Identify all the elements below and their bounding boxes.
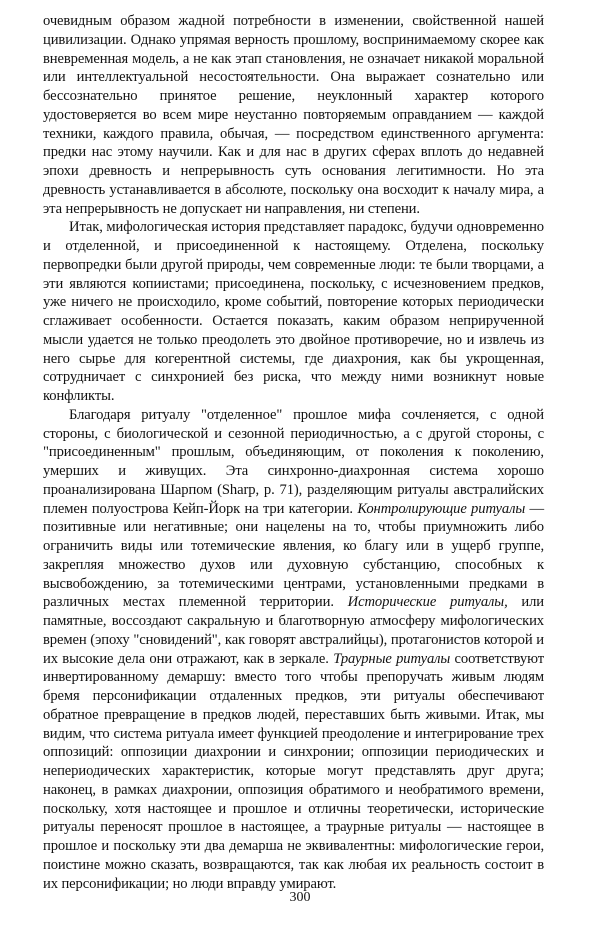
paragraph-text: соответствуют инвертированному демаршу: вместо того чтобы препоручать живым людям бремя персонификации отдаленных предков, эти ритуалы обеспечивают обратное превращение в предков людей, переставших быть живыми. Итак, мы видим, что система ритуала имеет функцией преодоление и интегрирование трех оппозиций: оппозиции диахронии и синхронии; оппозиции периодических и непериодических характеристик, которые могут представлять друг друга; наконец, в рамках диахронии, оппозиция обратимого и необратимого времени, поскольку, хотя настоящее и прошлое и отличны теоретически, исторические ритуалы переносят прошлое в настоящее, а траурные ритуалы — настоящее в прошлое и поскольку эти два демарша не эквивалентны: мифологические герои, поистине можно сказать, возвращаются, так как любая их реальность состоит в их персонификации; но люди вправду умирают. bbox=[43, 650, 544, 892]
paragraph-text: Итак, мифологическая история представляет парадокс, будучи одновременно и отделенной, и присоединенной к настоящему. Отделена, поскольку первопредки были другой природы, чем современные люди: те были творцами, а эти являются копиистами; присоединена, поскольку, с исчезновением предков, уже ничего не происходило, кроме событий, повторение которых периодически сглаживает особенности. Остается показать, каким образом неприрученной мысли удается не только преодолеть это двойное противоречие, но и извлечь из него сырье для когерентной системы, где диахрония, как бы укрощенная, сотрудничает с синхронией без риска, что между ними возникнут новые конфликты. bbox=[43, 219, 544, 404]
paragraph-text: очевидным образом жадной потребности в изменении, свойственной нашей цивилизации. Однако упрямая верность прошлому, воспринимаемому скорее как вневременная модель, а не как этап становления, не означает никакой моральной или интеллектуальной несостоятельности. Она выражает сознательно или бессознательно принятое решение, неуклонный характер которого удостоверяется во всем мире неустанно повторяемым оправданием — каждой техники, каждого правила, обычая, — посредством единственного аргумента: предки нас этому научили. Как и для нас в других сферах вплоть до недавней эпохи древность и непрерывность суть основания легитимности. Но эта древность устанавливается в абсолюте, поскольку она восходит к началу мира, а эта непрерывность не допускает ни направления, ни степени. bbox=[43, 13, 544, 217]
paragraph-text: Благодаря ритуалу "отделенное" прошлое мифа сочленяется, с одной стороны, с биологической и сезонной периодичностью, а с другой стороны, с "присоединенным" прошлым, объединяющим, от поколения к поколению, умерших и живущих. Эта синхронно-диахронная система хорошо проанализирована Шарпом (Sharp, p. 71), разделяющим ритуалы австралийских племен полуострова Кейп-Йорк на три категории. bbox=[43, 406, 544, 517]
paragraph bbox=[43, 406, 544, 894]
page-number: 300 bbox=[289, 890, 311, 905]
body-text bbox=[43, 12, 544, 893]
italic-term: Траурные ритуалы bbox=[333, 650, 451, 667]
italic-term: Контролирующие ритуалы bbox=[357, 500, 526, 517]
italic-term: Исторические ритуалы, bbox=[347, 594, 508, 611]
paragraph bbox=[43, 218, 544, 406]
paragraph-text: или памятные, воссоздают сакральную и благотворную атмосферу мифологических времен (эпоху "сновидений", как говорят австралийцы), протагонистов которой и их высокие дела они отражают, как в зеркале. bbox=[43, 594, 545, 667]
paragraph-text: — позитивные или негативные; они нацелены на то, чтобы приумножить либо ограничить виды или тотемические явления, ко благу или в ущерб группе, закрепляя множество духов или духовную субстанцию, способных к высвобождению, за тотемическими центрами, установленными предками в различных местах племенной территории. bbox=[43, 500, 544, 611]
paragraph bbox=[43, 12, 544, 218]
